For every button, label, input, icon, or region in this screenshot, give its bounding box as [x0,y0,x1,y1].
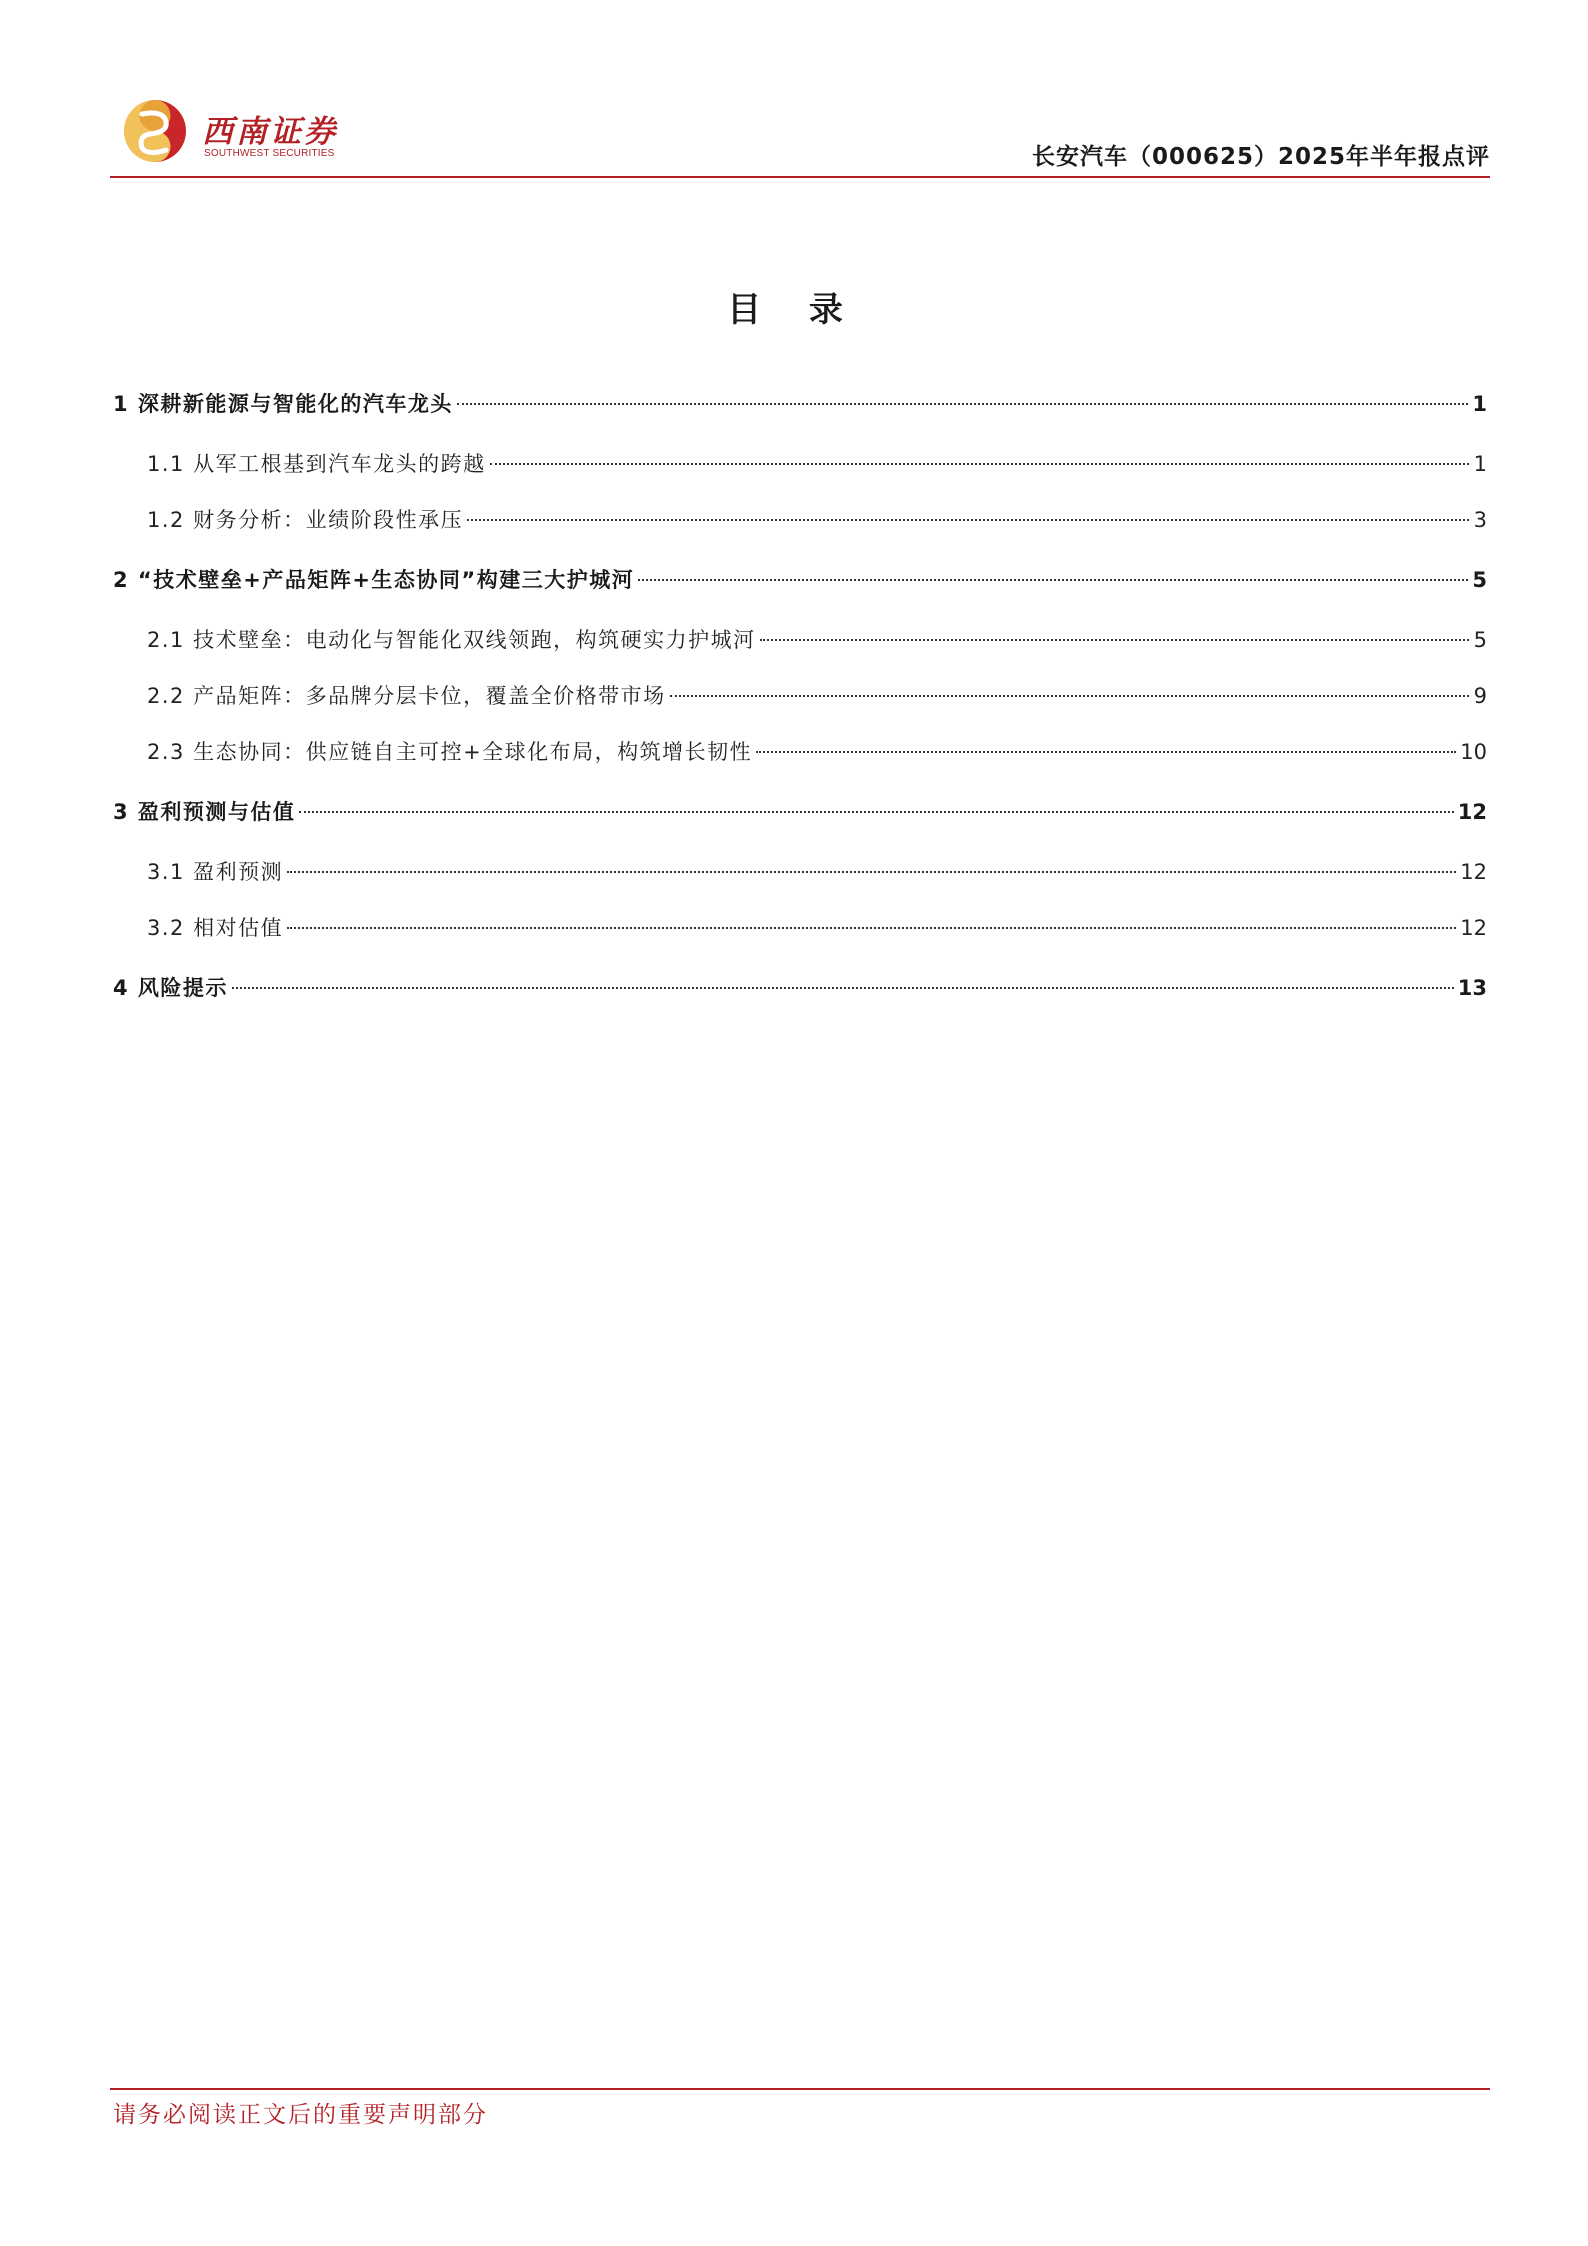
toc-entry-page-number: 1 [1473,452,1487,476]
toc-dot-leader [467,519,1469,521]
toc-entry[interactable] [113,724,1487,780]
footer-disclaimer: 请务必阅读正文后的重要声明部分 [113,2102,488,2128]
toc-entry-label: 1 深耕新能源与智能化的汽车龙头 [113,392,453,416]
toc-dot-leader [287,871,1456,873]
toc-entry[interactable] [113,844,1487,900]
toc-entry[interactable] [113,780,1487,844]
toc-entry-label: 4 风险提示 [113,976,228,1000]
toc-dot-leader [287,927,1456,929]
toc-entry-page-number: 12 [1460,916,1487,940]
toc-dot-leader [232,987,1454,989]
toc-entry-page-number: 12 [1457,800,1487,824]
toc-heading: 目 录 [727,290,861,330]
header-divider [110,176,1490,178]
toc-entry-label: 3.2 相对估值 [147,916,284,940]
footer-divider [110,2088,1490,2090]
toc-entry-label: 2.1 技术壁垒：电动化与智能化双线领跑，构筑硬实力护城河 [147,628,756,652]
toc-dot-leader [756,751,1456,753]
toc-dot-leader [638,579,1468,581]
toc-dot-leader [457,403,1468,405]
toc-dot-leader [299,811,1453,813]
toc-entry-page-number: 13 [1457,976,1487,1000]
toc-entry-page-number: 5 [1473,628,1487,652]
toc-entry-page-number: 10 [1460,740,1487,764]
logo-emblem-icon [120,96,190,166]
toc-entry-page-number: 9 [1473,684,1487,708]
toc-entry[interactable] [113,492,1487,548]
toc-entry-page-number: 1 [1472,392,1487,416]
toc-entry[interactable] [113,436,1487,492]
toc-entry-label: 1.1 从军工根基到汽车龙头的跨越 [147,452,486,476]
toc-entry-label: 2 “技术壁垒+产品矩阵+生态协同”构建三大护城河 [113,568,635,592]
table-of-contents [113,372,1487,1020]
toc-entry[interactable] [113,956,1487,1020]
toc-dot-leader [490,463,1469,465]
logo-chinese-name: 西南证券 [202,114,338,150]
toc-entry-page-number: 12 [1460,860,1487,884]
page-header [110,92,1490,178]
toc-dot-leader [760,639,1469,641]
toc-entry-label: 3 盈利预测与估值 [113,800,296,824]
toc-entry[interactable] [113,612,1487,668]
report-title: 长安汽车（000625）2025年半年报点评 [1031,144,1490,170]
toc-entry-page-number: 3 [1473,508,1487,532]
toc-entry-label: 3.1 盈利预测 [147,860,284,884]
toc-entry-label: 2.3 生态协同：供应链自主可控+全球化布局，构筑增长韧性 [147,740,753,764]
toc-entry[interactable] [113,900,1487,956]
toc-entry-page-number: 5 [1472,568,1487,592]
toc-entry[interactable] [113,372,1487,436]
toc-entry-label: 2.2 产品矩阵：多品牌分层卡位，覆盖全价格带市场 [147,684,666,708]
toc-entry-label: 1.2 财务分析：业绩阶段性承压 [147,508,464,532]
toc-entry[interactable] [113,548,1487,612]
toc-dot-leader [670,695,1469,697]
toc-entry[interactable] [113,668,1487,724]
company-logo [120,96,350,166]
logo-english-name: SOUTHWEST SECURITIES [204,148,335,159]
